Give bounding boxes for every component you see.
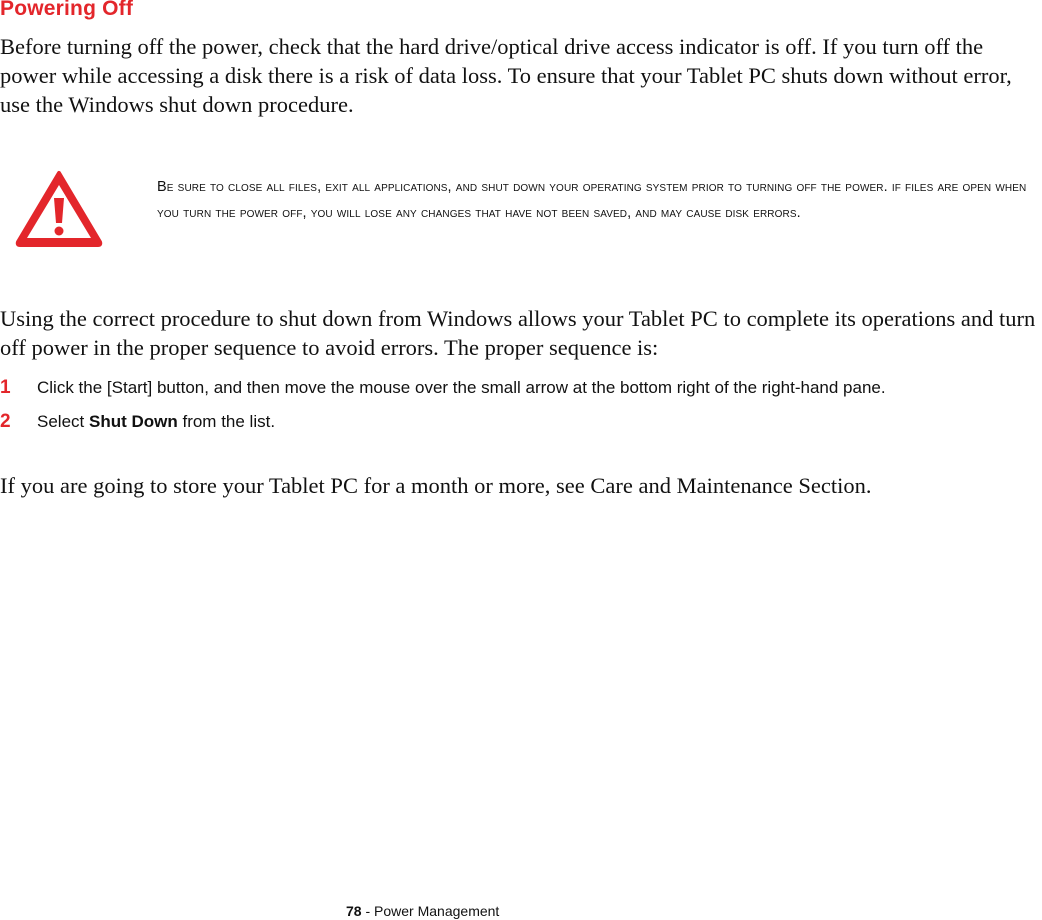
step-command: Shut Down (88, 412, 178, 431)
warning-callout (14, 168, 1034, 250)
intro-paragraph: Before turning off the power, check that the hard drive/optical drive access indicator is off. If you turn off the power while accessing a disk there is a risk of data loss. To ensure that your Tablet PC shuts down without error, use the Windows shut down procedure. (0, 34, 1012, 117)
step-item (0, 410, 1042, 434)
step-number: 2 (0, 411, 11, 432)
step-text: Click the [Start] button, and then move the mouse over the small arrow at the bottom right of the right-hand pane. (37, 378, 886, 397)
page-footer (346, 902, 499, 920)
step-text-prefix: Select (37, 412, 89, 431)
warning-text: Be sure to close all files, exit all applications, and shut down your operating system prior to turning off the power. if files are open when you turn the power off, you will lose any changes that have not been saved, and may cause disk errors. (157, 179, 1027, 221)
storage-note-paragraph: If you are going to store your Tablet PC for a month or more, see Care and Maintenance Section. (0, 473, 872, 498)
procedure-paragraph: Using the correct procedure to shut down from Windows allows your Tablet PC to complete its operations and turn off power in the proper sequence to avoid errors. The proper sequence is: (0, 306, 1036, 360)
page-number: 78 (346, 903, 362, 919)
step-text-suffix: from the list. (177, 412, 276, 431)
step-item (0, 376, 1042, 400)
section-heading: Powering Off (0, 0, 134, 20)
warning-triangle-icon (14, 168, 104, 248)
steps-list (0, 376, 1042, 444)
step-number: 1 (0, 377, 11, 398)
footer-separator: - (361, 903, 375, 919)
footer-section: Power Management (374, 903, 500, 919)
